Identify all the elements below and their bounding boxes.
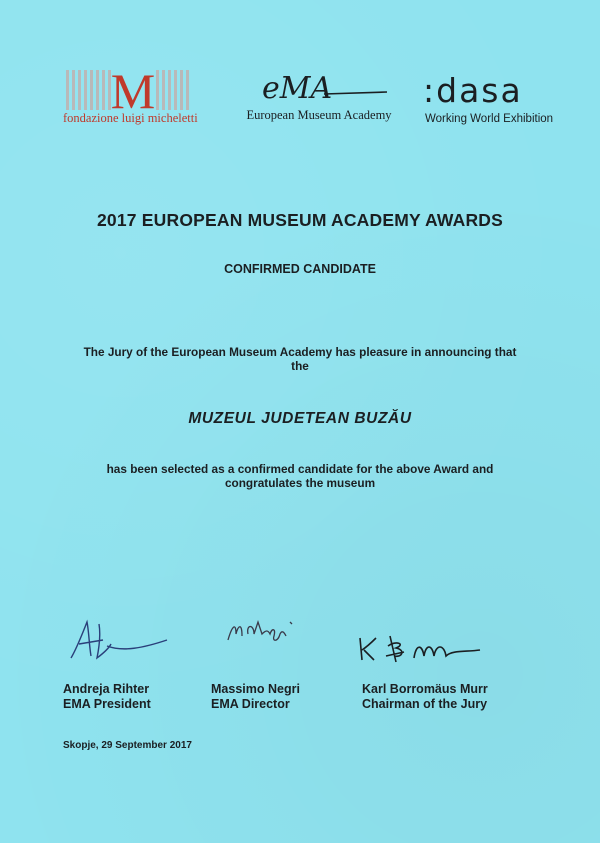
signer-1-name: Andreja Rihter bbox=[63, 682, 150, 696]
dasa-mark: :dasa bbox=[423, 71, 523, 110]
signer-1-role: EMA President bbox=[63, 697, 151, 711]
signature-murr bbox=[356, 630, 486, 670]
museum-name: MUZEUL JUDETEAN BUZĂU bbox=[188, 410, 412, 427]
fondazione-mark: M bbox=[110, 70, 156, 110]
statement-line-2: congratulates the museum bbox=[224, 476, 376, 490]
fondazione-bars-icon bbox=[66, 70, 192, 110]
statement-paragraph bbox=[0, 462, 600, 490]
signer-3-name: Karl Borromäus Murr bbox=[362, 682, 488, 696]
signer-3-role: Chairman of the Jury bbox=[362, 697, 488, 711]
intro-line-1: The Jury of the European Museum Academy has pleasure in announcing that bbox=[83, 345, 517, 359]
signer-2 bbox=[211, 682, 300, 712]
intro-line-2: the bbox=[291, 359, 309, 373]
intro-paragraph bbox=[0, 345, 600, 373]
signer-2-role: EMA Director bbox=[211, 697, 290, 711]
signature-rihter bbox=[63, 618, 173, 668]
award-subtitle: CONFIRMED CANDIDATE bbox=[224, 262, 376, 276]
ema-mark: eMA bbox=[262, 71, 333, 106]
signer-2-name: Massimo Negri bbox=[211, 682, 300, 696]
fondazione-micheletti-logo bbox=[63, 70, 197, 126]
dasa-logo bbox=[423, 71, 554, 129]
dasa-logo-text: Working World Exhibition bbox=[425, 113, 554, 125]
signature-negri bbox=[224, 612, 304, 652]
fondazione-logo-text: fondazione luigi micheletti bbox=[63, 111, 198, 125]
signer-1 bbox=[63, 682, 151, 712]
ema-logo bbox=[244, 68, 394, 128]
ema-logo-text: European Museum Academy bbox=[246, 108, 392, 122]
statement-line-1: has been selected as a confirmed candidate for the above Award and bbox=[106, 462, 494, 476]
ema-mark-icon bbox=[262, 68, 392, 108]
signer-3 bbox=[362, 682, 488, 712]
award-title: 2017 EUROPEAN MUSEUM ACADEMY AWARDS bbox=[96, 210, 503, 230]
place-date: Skopje, 29 September 2017 bbox=[63, 740, 192, 751]
